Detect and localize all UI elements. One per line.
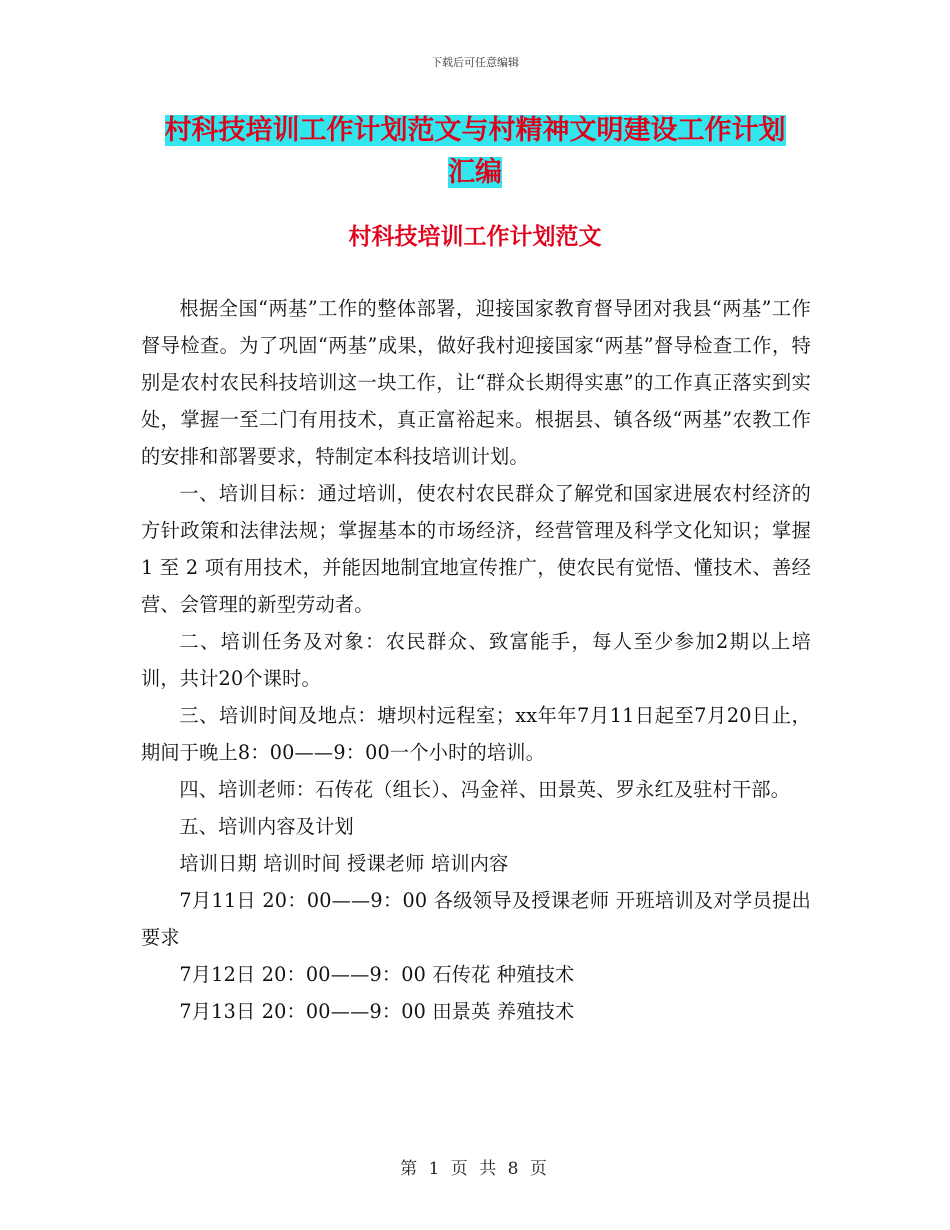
paragraph-intro: 根据全国“两基”工作的整体部署，迎接国家教育督导团对我县“两基”工作督导检查。为了巩固“两基”成果，做好我村迎接国家“两基”督导检查工作，特别是农村农民科技培训这一块工作，让“群众长期得实惠”的工作真正落实到实处，掌握一至二门有用技术，真正富裕起来。根据县、镇各级“两基”农教工作的安排和部署要求，特制定本科技培训计划。 xyxy=(141,297,811,468)
section-title: 村科技培训工作计划范文 xyxy=(348,224,602,250)
page-number-footer: 第 1 页 共 8 页 xyxy=(400,1159,550,1179)
paragraph-training-teachers: 四、培训老师：石传花（组长）、冯金祥、田景英、罗永红及驻村干部。 xyxy=(179,778,791,801)
paragraph-training-task: 二、培训任务及对象：农民群众、致富能手，每人至少参加2期以上培训，共计20个课时。 xyxy=(141,630,811,690)
title-line-2: 汇编 xyxy=(448,157,502,188)
header-note: 下载后可任意编辑 xyxy=(431,56,519,69)
schedule-row: 7月13日 20：00——9：00 田景英 养殖技术 xyxy=(179,1000,575,1023)
schedule-row: 7月11日 20：00——9：00 各级领导及授课老师 开班培训及对学员提出要求 xyxy=(141,889,811,949)
paragraph-training-goal: 一、培训目标：通过培训，使农村农民群众了解党和国家进展农村经济的方针政策和法律法规；掌握基本的市场经济，经营管理及科学文化知识；掌握 1 至 2 项有用技术，并能因地制宜地宣传推广，使农民有觉悟、懂技术、善经营、会管理的新型劳动者。 xyxy=(141,482,811,616)
schedule-header: 培训日期 培训时间 授课老师 培训内容 xyxy=(179,852,509,875)
document-title xyxy=(140,110,810,194)
body-text xyxy=(141,290,811,1030)
paragraph-training-content: 五、培训内容及计划 xyxy=(179,815,354,838)
paragraph-training-time: 三、培训时间及地点：塘坝村远程室；xx年年7月11日起至7月20日止，期间于晚上8：00——9：00一个小时的培训。 xyxy=(141,704,811,764)
schedule-row: 7月12日 20：00——9：00 石传花 种殖技术 xyxy=(179,963,575,986)
title-line-1: 村科技培训工作计划范文与村精神文明建设工作计划 xyxy=(164,115,786,146)
